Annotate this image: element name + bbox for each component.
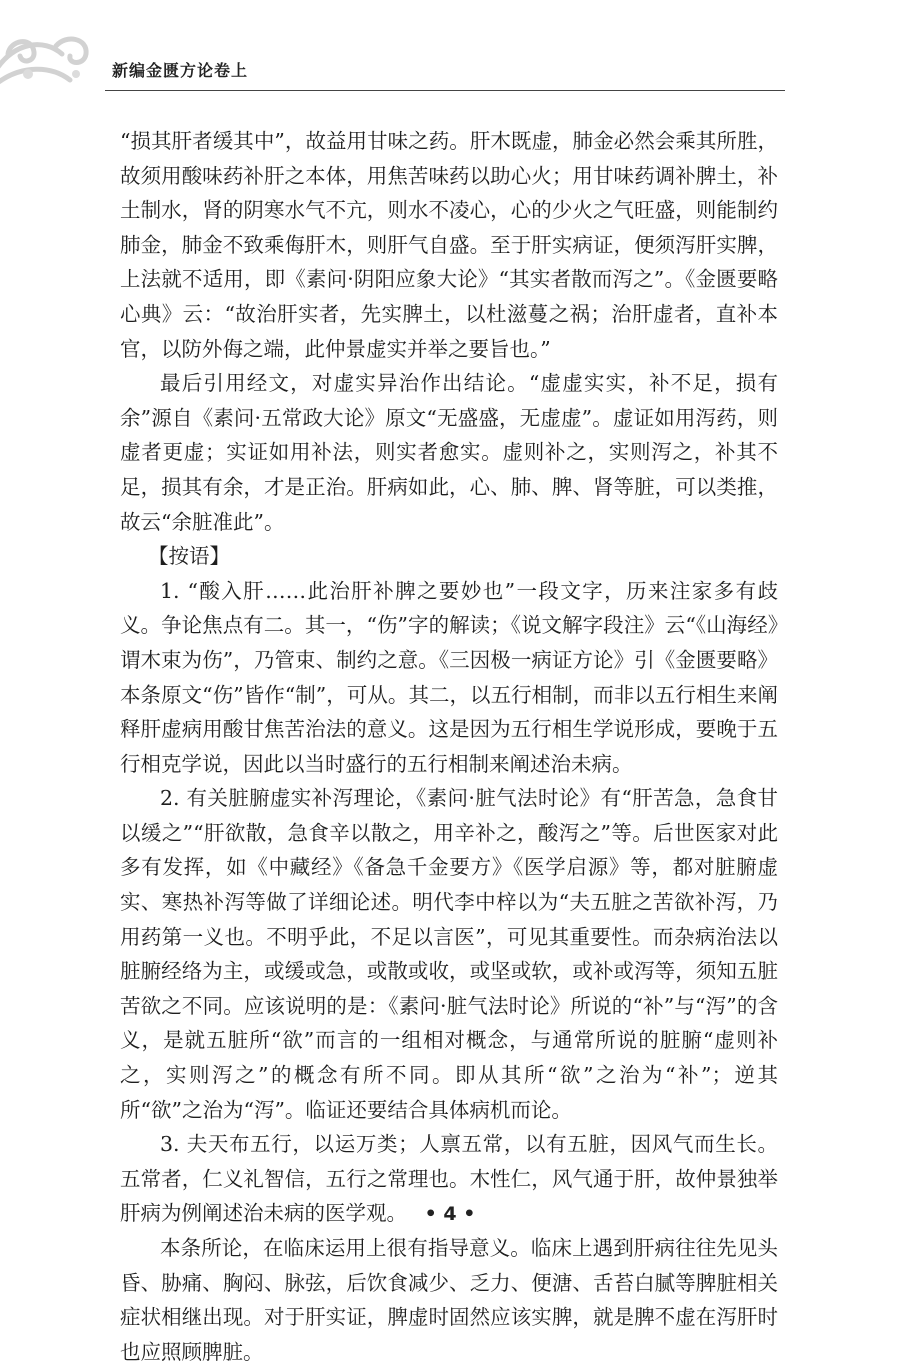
running-head-title: 新编金匮方论卷上	[112, 61, 249, 80]
note-item-3: 3. 夫天布五行，以运万类；人禀五常，以有五脏，因风气而生长。五常者，仁义礼智信，五行之常理也。木性仁，风气通于肝，故仲景独举肝病为例阐述治未病的医学观。	[120, 1132, 778, 1226]
section-heading-anyu: 【按语】	[148, 544, 230, 569]
header-rule	[105, 90, 785, 91]
page-number: • 4 •	[424, 1203, 476, 1225]
paragraph-conclusion: 最后引用经文，对虚实异治作出结论。“虚虚实实，补不足，损有余”源自《素问·五常政大论》原文“无盛盛，无虚虚”。虚证如用泻药，则虚者更虚；实证如用补法，则实者愈实。虚则补之，实则泻之，补其不足，损其有余，才是正治。肝病如此，心、肺、脾、肾等脏，可以类推，故云“余脏准此”。	[120, 371, 778, 534]
paragraph-continued: “损其肝者缓其中”，故益用甘味之药。肝木既虚，肺金必然会乘其所胜，故须用酸味药补肝之本体，用焦苦味药以助心火；用甘味药调补脾土，补土制水，肾的阴寒水气不亢，则水不凌心，心的少火之气旺盛，则能制约肺金，肺金不致乘侮肝木，则肝气自盛。至于肝实病证，便须泻肝实脾，上法就不适用，即《素问·阴阳应象大论》“其实者散而泻之”。《金匮要略心典》云：“故治肝实者，先实脾土，以杜滋蔓之祸；治肝虚者，直补本官，以防外侮之端，此仲景虚实并举之要旨也。”	[120, 129, 778, 361]
paragraph-clinical: 本条所论，在临床运用上很有指导意义。临床上遇到肝病往往先见头昏、胁痛、胸闷、脉弦，后饮食减少、乏力、便溏、舌苔白腻等脾脏相关症状相继出现。对于肝实证，脾虚时固然应该实脾，就是脾不虚在泻肝时也应照顾脾脏。	[120, 1236, 778, 1364]
body-text	[120, 124, 778, 1369]
cloud-scroll-ornament-icon	[0, 24, 96, 96]
note-item-2: 2. 有关脏腑虚实补泻理论，《素问·脏气法时论》有“肝苦急，急食甘以缓之”“肝欲散，急食辛以散之，用辛补之，酸泻之”等。后世医家对此多有发挥，如《中藏经》《备急千金要方》《医学启源》等，都对脏腑虚实、寒热补泻等做了详细论述。明代李中梓以为“夫五脏之苦欲补泻，乃用药第一义也。不明乎此，不足以言医”，可见其重要性。而杂病治法以脏腑经络为主，或缓或急，或散或收，或坚或软，或补或泻等，须知五脏苦欲之不同。应该说明的是：《素问·脏气法时论》所说的“补”与“泻”的含义，是就五脏所“欲”而言的一组相对概念，与通常所说的脏腑“虚则补之，实则泻之”的概念有所不同。即从其所“欲”之治为“补”；逆其所“欲”之治为“泻”。临证还要结合具体病机而论。	[120, 786, 778, 1122]
note-item-1: 1. “酸入肝……此治肝补脾之要妙也”一段文字，历来注家多有歧义。争论焦点有二。其一，“伤”字的解读；《说文解字段注》云“《山海经》谓木束为伤”，乃管束、制约之意。《三因极一病证方论》引《金匮要略》本条原文“伤”皆作“制”，可从。其二，以五行相制，而非以五行相生来阐释肝虚病用酸甘焦苦治法的意义。这是因为五行相生学说形成，要晚于五行相克学说，因此以当时盛行的五行相制来阐述治未病。	[120, 578, 778, 776]
